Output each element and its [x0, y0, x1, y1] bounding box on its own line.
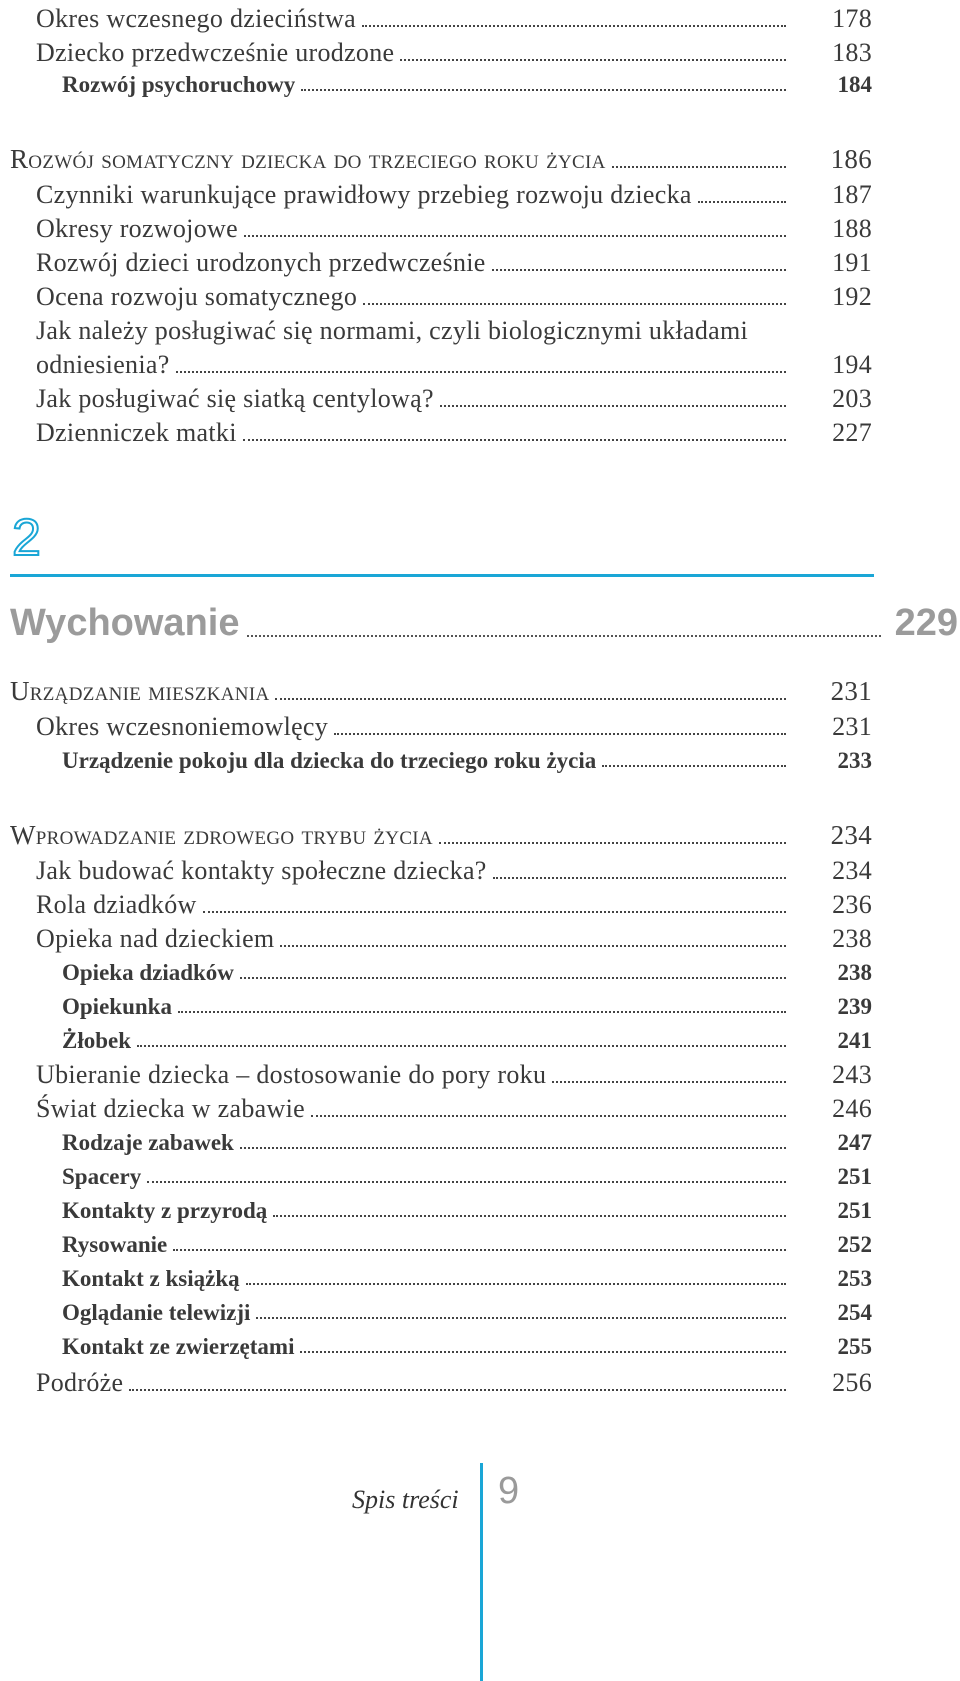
toc-entry-page: 191: [832, 248, 872, 277]
dot-leader: [492, 269, 786, 271]
toc-entry[interactable]: [62, 1266, 872, 1292]
toc-entry-page: 247: [837, 1130, 872, 1155]
toc-entry[interactable]: [62, 748, 872, 774]
dot-leader: [247, 635, 880, 637]
toc-entry-label: Rodzaje zabawek: [62, 1130, 234, 1155]
toc-entry[interactable]: [62, 1164, 872, 1190]
toc-entry[interactable]: [36, 924, 872, 954]
toc-entry-label: Urządzenie pokoju dla dziecka do trzeciego roku życia: [62, 748, 597, 773]
dot-leader: [362, 25, 786, 27]
toc-entry-label: Dziecko przedwcześnie urodzone: [36, 38, 395, 67]
toc-entry-label: Rozwój psychoruchowy: [62, 72, 296, 97]
toc-entry[interactable]: [36, 248, 872, 278]
chapter-rule: [10, 574, 874, 577]
toc-entry-label: Kontakt z książką: [62, 1266, 240, 1291]
dot-leader: [602, 765, 786, 767]
toc-entry[interactable]: [36, 712, 872, 742]
toc-entry-page: 183: [832, 38, 872, 67]
dot-leader: [612, 166, 786, 168]
dot-leader: [440, 405, 786, 407]
toc-entry-label: Ubieranie dziecka – dostosowanie do pory roku: [36, 1060, 547, 1089]
toc-entry-page: 256: [832, 1368, 872, 1397]
toc-entry[interactable]: [36, 856, 872, 886]
toc-entry-page: 239: [837, 994, 872, 1019]
toc-entry-page: 184: [837, 72, 872, 97]
toc-entry[interactable]: [62, 72, 872, 98]
toc-entry[interactable]: [36, 38, 872, 68]
toc-entry-label: Opieka dziadków: [62, 960, 234, 985]
toc-entry-label: Świat dziecka w zabawie: [36, 1094, 305, 1123]
toc-entry-label: Jak budować kontakty społeczne dziecka?: [36, 856, 487, 885]
toc-entry-page: 241: [837, 1028, 872, 1053]
dot-leader: [243, 439, 786, 441]
toc-section-heading[interactable]: [10, 144, 872, 175]
dot-leader: [244, 235, 786, 237]
toc-entry-page: 253: [837, 1266, 872, 1291]
toc-entry-page: 188: [832, 214, 872, 243]
toc-entry-wrapped-line1[interactable]: [36, 316, 872, 346]
toc-entry-label: Kontakty z przyrodą: [62, 1198, 268, 1223]
toc-entry-label: Kontakt ze zwierzętami: [62, 1334, 295, 1359]
toc-section-label: Urządzanie mieszkania: [10, 676, 270, 706]
toc-entry[interactable]: [62, 1334, 872, 1360]
dot-leader: [137, 1045, 786, 1047]
toc-entry-label: Jak należy posługiwać się normami, czyli biologicznymi układami: [36, 316, 749, 345]
dot-leader: [493, 877, 786, 879]
chapter-page: 229: [894, 602, 958, 644]
dot-leader: [552, 1081, 786, 1083]
toc-section-label: Wprowadzanie zdrowego trybu życia: [10, 820, 433, 850]
dot-leader: [439, 842, 786, 844]
dot-leader: [256, 1317, 786, 1319]
toc-section-heading[interactable]: [10, 676, 872, 707]
dot-leader: [363, 303, 786, 305]
toc-entry-page: 227: [832, 418, 872, 447]
toc-entry-page: 252: [837, 1232, 872, 1257]
toc-entry-page: 251: [837, 1198, 872, 1223]
dot-leader: [246, 1283, 786, 1285]
toc-entry-label: Rozwój dzieci urodzonych przedwcześnie: [36, 248, 486, 277]
toc-entry-page: 254: [837, 1300, 872, 1325]
dot-leader: [203, 911, 786, 913]
toc-entry[interactable]: [36, 418, 872, 448]
dot-leader: [129, 1389, 786, 1391]
toc-section-heading[interactable]: [10, 820, 872, 851]
toc-section-page: 231: [830, 676, 872, 706]
dot-leader: [311, 1115, 786, 1117]
footer-rule: [480, 1463, 483, 1681]
dot-leader: [240, 977, 786, 979]
toc-entry-page: 236: [832, 890, 872, 919]
toc-entry-page: 231: [832, 712, 872, 741]
toc-entry[interactable]: [36, 4, 872, 34]
toc-entry-page: 192: [832, 282, 872, 311]
toc-entry[interactable]: [62, 1130, 872, 1156]
dot-leader: [273, 1215, 786, 1217]
toc-entry[interactable]: [36, 384, 872, 414]
footer-title: Spis treści: [352, 1485, 459, 1514]
dot-leader: [176, 371, 786, 373]
toc-entry[interactable]: [62, 1198, 872, 1224]
chapter-number: 2: [12, 509, 41, 567]
toc-entry[interactable]: [36, 1060, 872, 1090]
toc-entry-page: 233: [837, 748, 872, 773]
toc-entry[interactable]: [62, 960, 872, 986]
toc-entry-label: odniesienia?: [36, 350, 170, 379]
toc-entry-label: Opiekunka: [62, 994, 172, 1019]
toc-entry-label: Okres wczesnoniemowlęcy: [36, 712, 329, 741]
toc-entry-page: 178: [832, 4, 872, 33]
toc-entry-page: 203: [832, 384, 872, 413]
toc-entry-page: 246: [832, 1094, 872, 1123]
toc-entry-label: Spacery: [62, 1164, 142, 1189]
toc-entry-label: Opieka nad dzieckiem: [36, 924, 275, 953]
toc-entry-label: Jak posługiwać się siatką centylową?: [36, 384, 434, 413]
dot-leader: [178, 1011, 786, 1013]
toc-entry[interactable]: [36, 890, 872, 920]
toc-section-page: 186: [830, 144, 872, 174]
toc-entry[interactable]: [62, 1232, 872, 1258]
toc-entry-label: Rola dziadków: [36, 890, 197, 919]
toc-entry-page: 243: [832, 1060, 872, 1089]
toc-section-label: Rozwój somatyczny dziecka do trzeciego roku życia: [10, 144, 606, 174]
toc-entry-label: Oglądanie telewizji: [62, 1300, 251, 1325]
toc-entry[interactable]: [36, 282, 872, 312]
dot-leader: [301, 89, 786, 91]
toc-entry-wrapped-line2[interactable]: [36, 350, 872, 380]
toc-entry-page: 238: [832, 924, 872, 953]
chapter-title: Wychowanie: [10, 602, 240, 644]
chapter-title-entry[interactable]: [10, 602, 958, 645]
toc-entry-label: Dzienniczek matki: [36, 418, 237, 447]
toc-entry[interactable]: [36, 214, 872, 244]
dot-leader: [173, 1249, 786, 1251]
toc-entry[interactable]: [36, 1368, 872, 1398]
toc-entry-page: 234: [832, 856, 872, 885]
toc-entry[interactable]: [36, 1094, 872, 1124]
toc-entry-page: 238: [837, 960, 872, 985]
dot-leader: [280, 945, 786, 947]
toc-entry-page: 194: [832, 350, 872, 379]
toc-entry-label: Okres wczesnego dzieciństwa: [36, 4, 356, 33]
toc-entry-label: Rysowanie: [62, 1232, 168, 1257]
footer-page-number: 9: [498, 1470, 520, 1512]
toc-entry[interactable]: [62, 1300, 872, 1326]
dot-leader: [334, 733, 786, 735]
toc-entry-label: Czynniki warunkujące prawidłowy przebieg rozwoju dziecka: [36, 180, 692, 209]
toc-entry[interactable]: [62, 994, 872, 1020]
toc-entry-page: 251: [837, 1164, 872, 1189]
toc-entry-label: Podróże: [36, 1368, 124, 1397]
toc-entry-label: Okresy rozwojowe: [36, 214, 238, 243]
dot-leader: [400, 59, 786, 61]
dot-leader: [698, 201, 786, 203]
toc-entry[interactable]: [36, 180, 872, 210]
toc-section-page: 234: [830, 820, 872, 850]
toc-entry-page: 187: [832, 180, 872, 209]
toc-entry-label: Ocena rozwoju somatycznego: [36, 282, 358, 311]
dot-leader: [240, 1147, 786, 1149]
dot-leader: [147, 1181, 786, 1183]
toc-entry-page: 255: [837, 1334, 872, 1359]
dot-leader: [300, 1351, 786, 1353]
toc-entry[interactable]: [62, 1028, 872, 1054]
toc-entry-label: Żłobek: [62, 1028, 132, 1053]
dot-leader: [275, 698, 786, 700]
